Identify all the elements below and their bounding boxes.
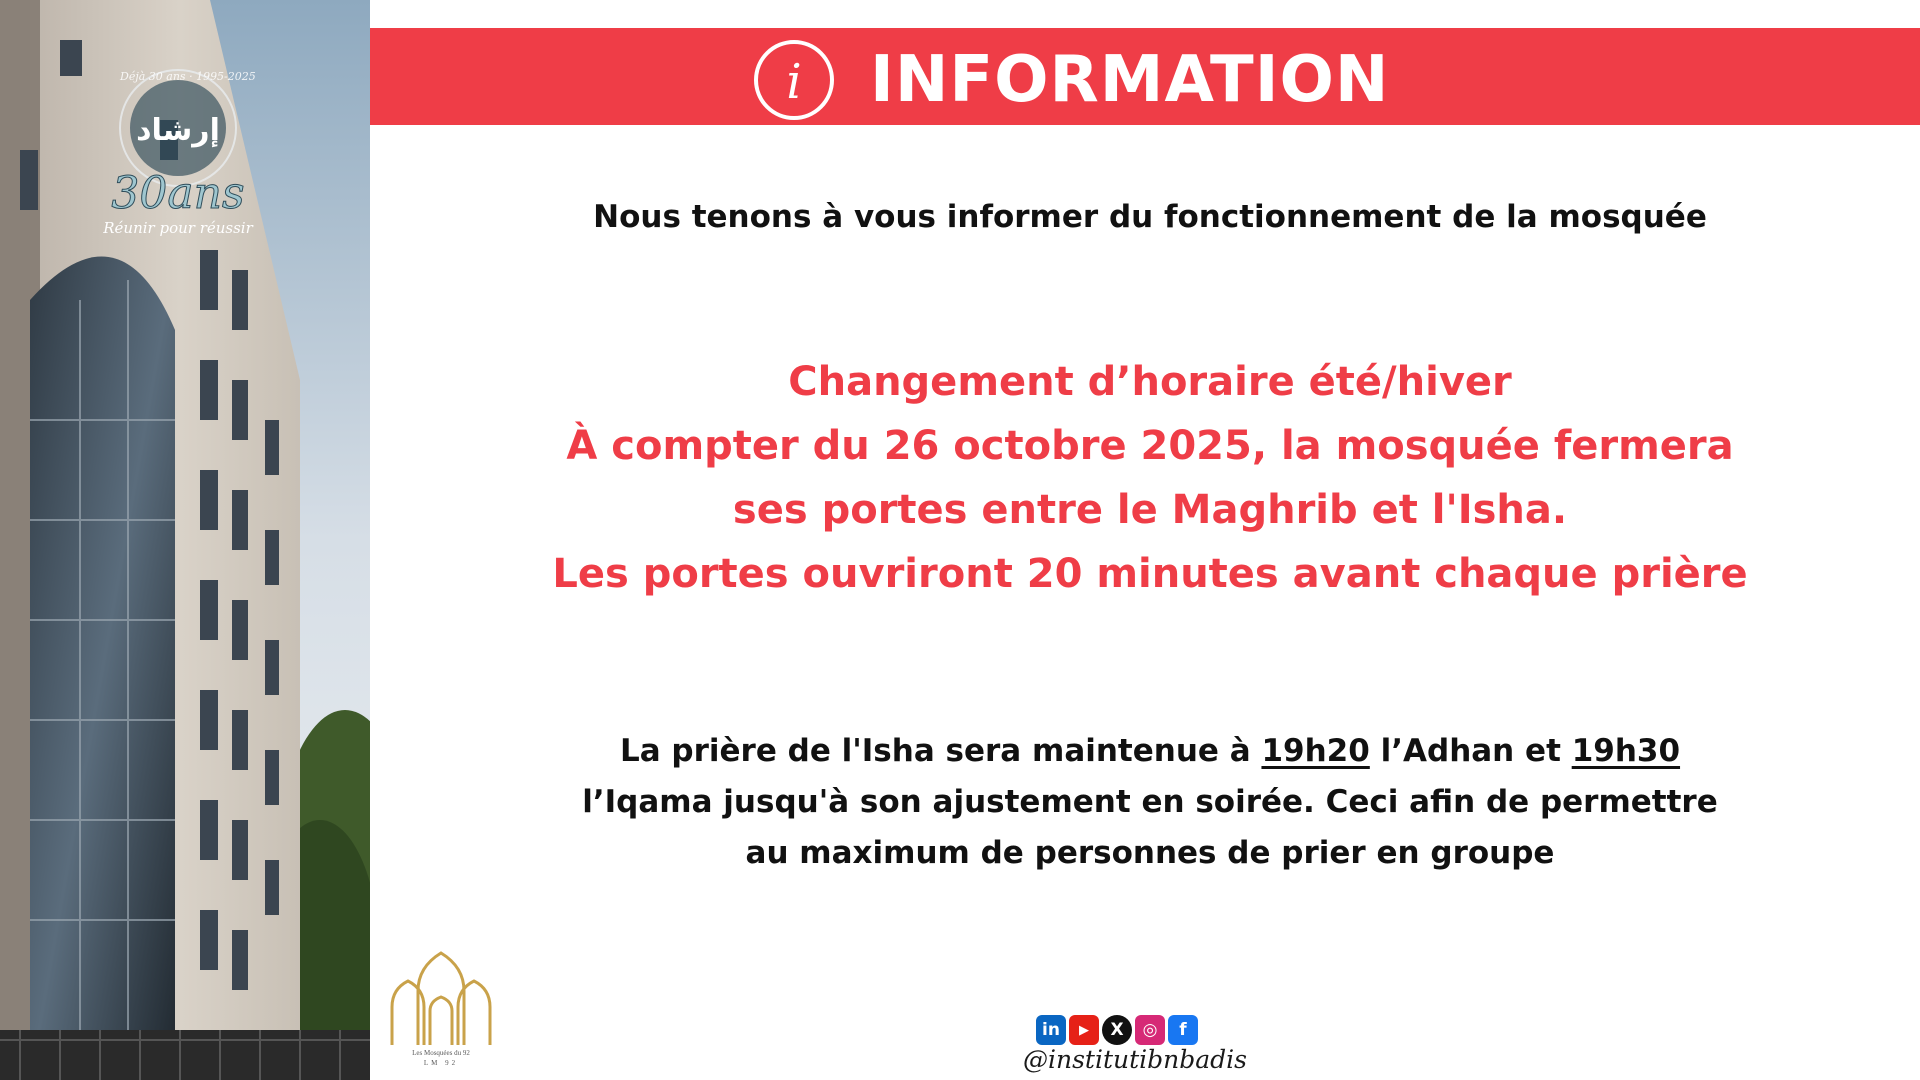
iqama-time: 19h30 xyxy=(1571,733,1681,769)
intro-text: Nous tenons à vous informer du fonctionnement de la mosquée xyxy=(593,199,1707,235)
details-line-1 xyxy=(400,726,1900,777)
x-icon[interactable]: X xyxy=(1102,1015,1132,1045)
notice-title: Changement d’horaire été/hiver xyxy=(788,359,1512,405)
banner-title: INFORMATION xyxy=(870,43,1390,117)
details-line-2: l’Iqama jusqu'à son ajustement en soirée. Ceci afin de permettre xyxy=(582,784,1718,820)
notice-line: Les portes ouvriront 20 minutes avant chaque prière xyxy=(552,551,1748,597)
facebook-icon[interactable]: f xyxy=(1168,1015,1198,1045)
details-text: l’Adhan et xyxy=(1369,733,1572,769)
linkedin-icon[interactable]: in xyxy=(1036,1015,1066,1045)
details-text: La prière de l'Isha sera maintenue à xyxy=(619,733,1262,769)
building-photo xyxy=(0,0,370,1080)
adhan-time: 19h20 xyxy=(1261,733,1370,769)
svg-text:Réunir pour réussir: Réunir pour réussir xyxy=(103,219,253,237)
svg-text:إرشاد: إرشاد xyxy=(136,113,220,148)
social-handle[interactable]: @institutibnbadis xyxy=(1023,1045,1247,1074)
org-name: Les Mosquées du 92 xyxy=(412,1049,470,1057)
isha-prayer-details xyxy=(400,726,1900,879)
anniversary-logo xyxy=(98,58,288,248)
notice-line: ses portes entre le Maghrib et l'Isha. xyxy=(732,487,1568,533)
info-circle-icon xyxy=(752,38,836,122)
youtube-icon[interactable]: ▶ xyxy=(1069,1015,1099,1045)
org-short-name: LM 92 xyxy=(423,1059,459,1067)
mosques-92-logo xyxy=(386,945,496,1070)
social-icons xyxy=(1036,1015,1236,1047)
details-line-3: au maximum de personnes de prier en groupe xyxy=(745,835,1555,871)
instagram-icon[interactable]: ◎ xyxy=(1135,1015,1165,1045)
svg-text:Déjà 30 ans · 1995-2025: Déjà 30 ans · 1995-2025 xyxy=(120,70,256,83)
svg-text:i: i xyxy=(786,54,802,110)
svg-text:30ans: 30ans xyxy=(111,168,245,219)
notice-line: À compter du 26 octobre 2025, la mosquée fermera xyxy=(566,423,1734,469)
schedule-change-notice xyxy=(400,350,1900,606)
